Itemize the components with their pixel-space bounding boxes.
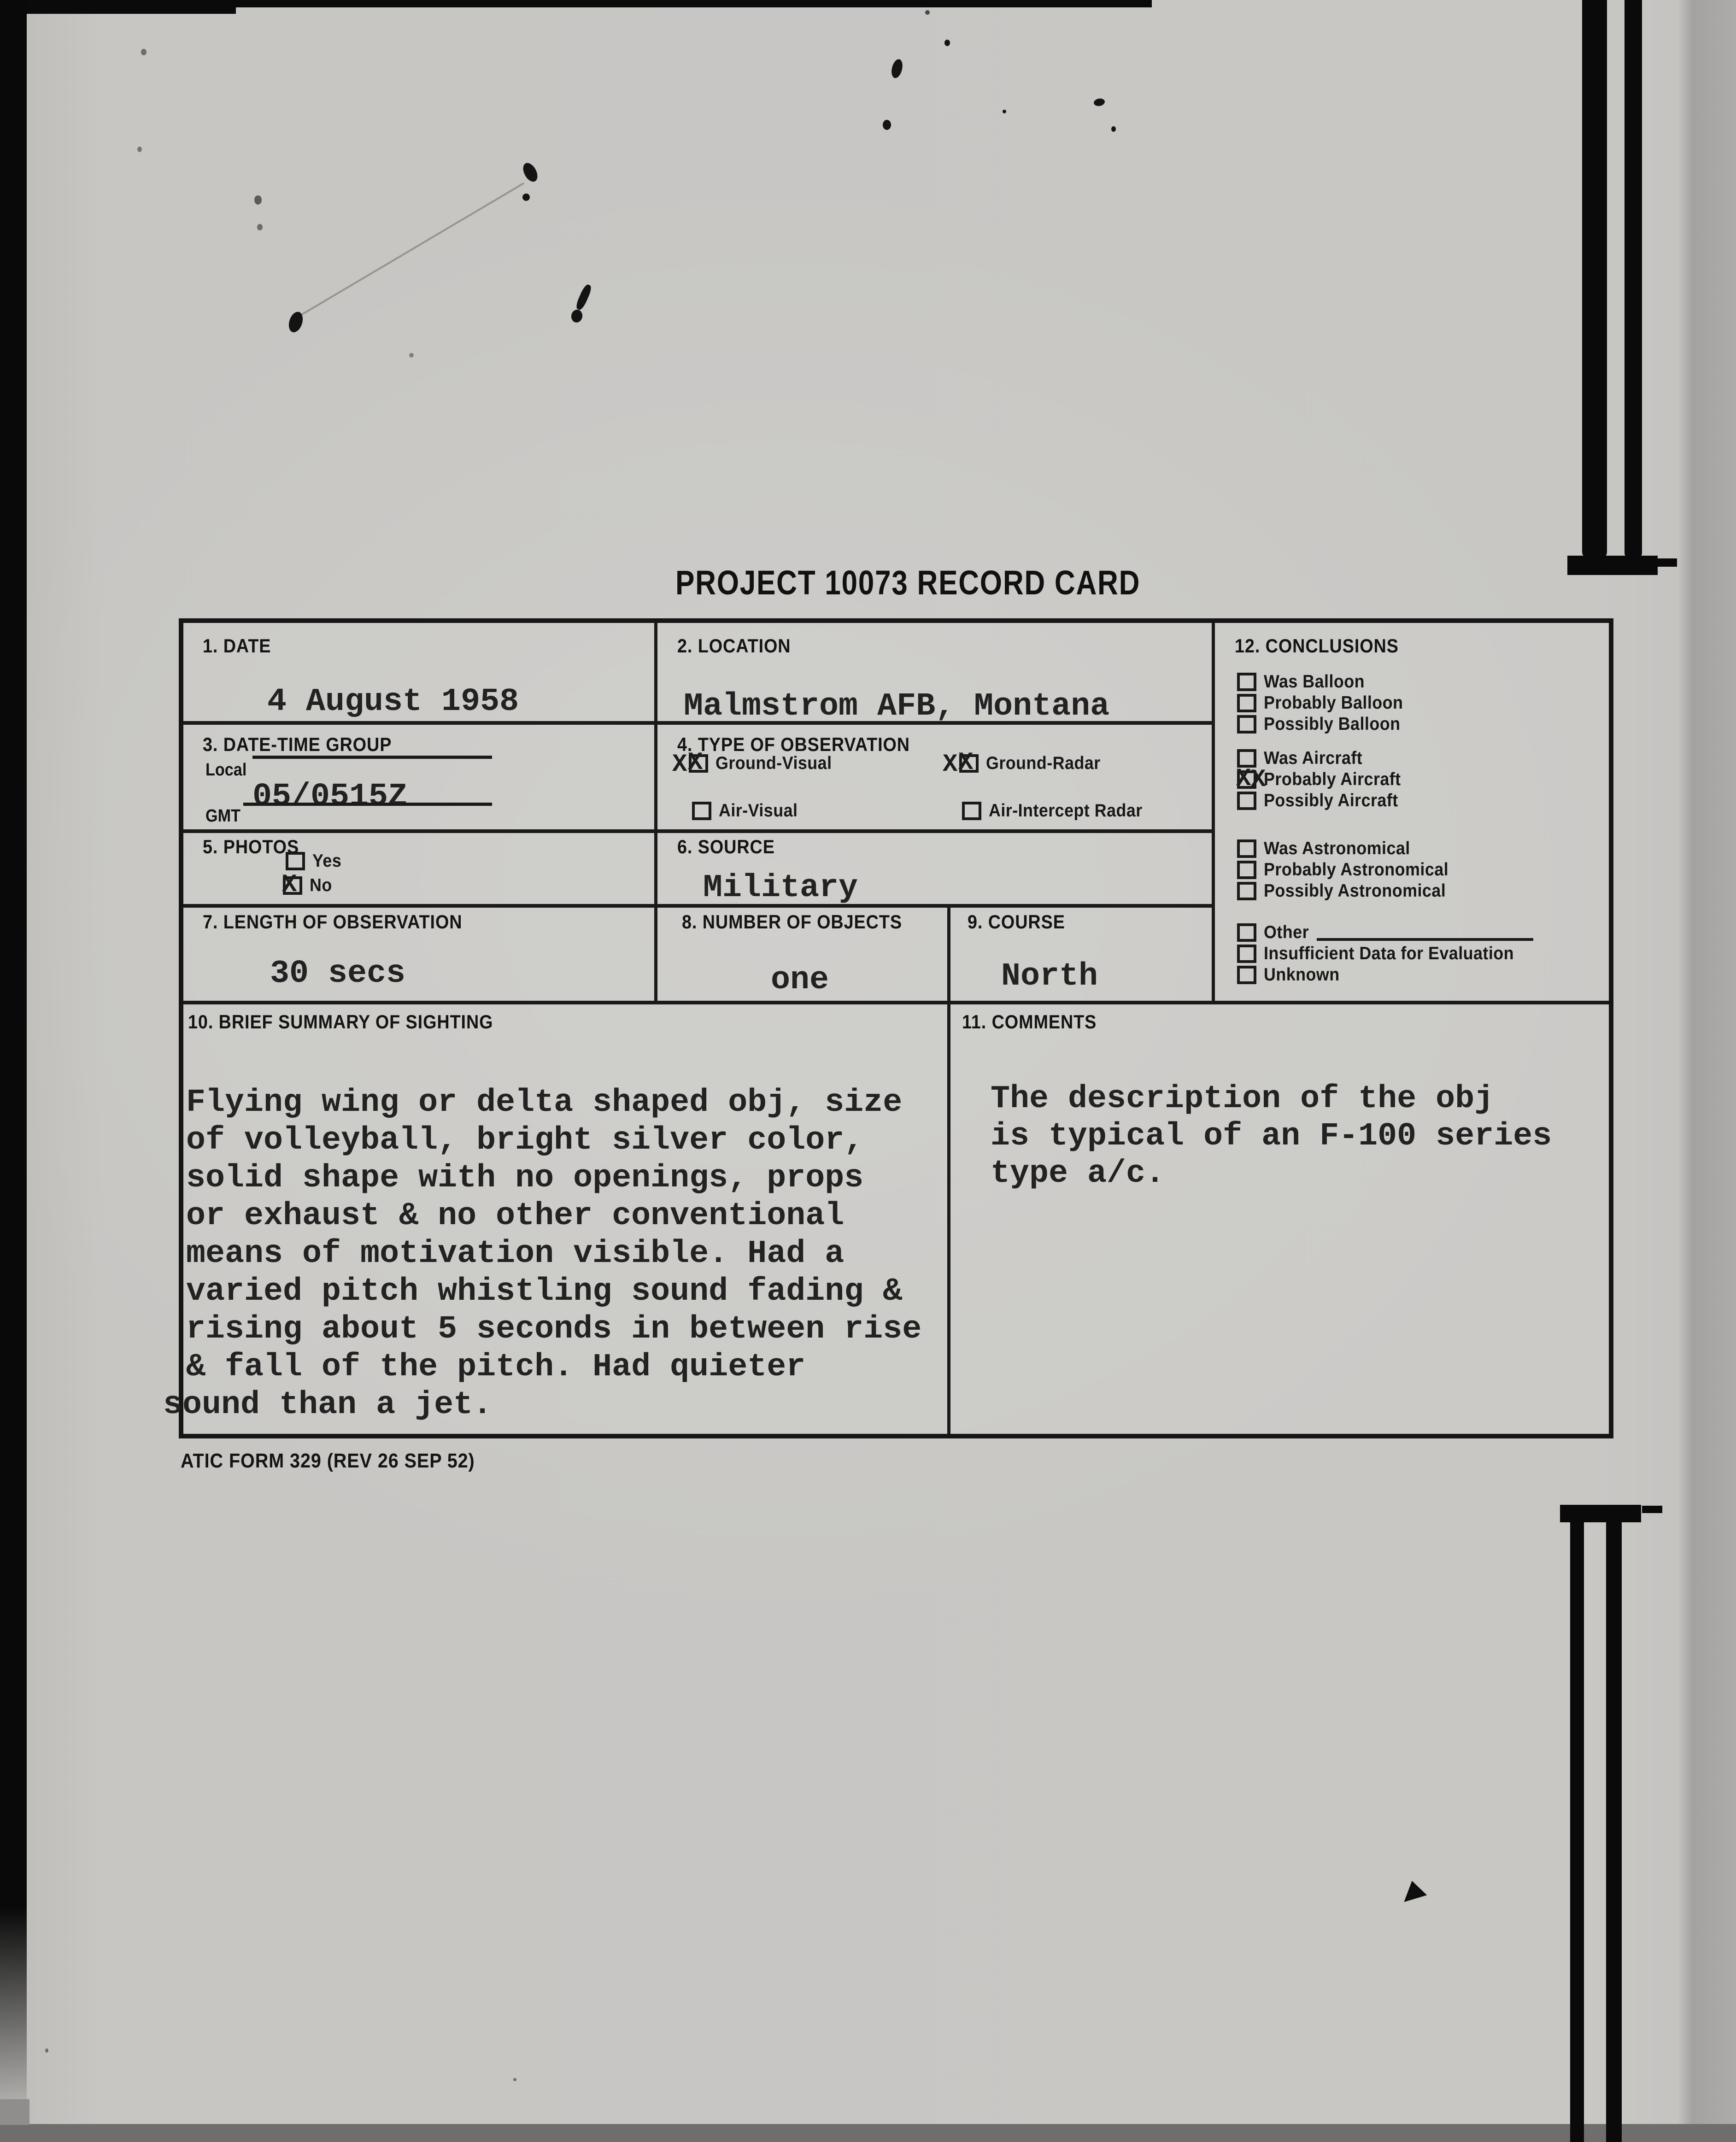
checkbox-icon <box>1237 839 1256 858</box>
divider <box>183 829 1215 833</box>
comments-text <box>991 1081 1552 1193</box>
right-film-band <box>1678 0 1736 2142</box>
field-value-length-of-observation: 30 secs <box>270 956 406 992</box>
field-value-location: Malmstrom AFB, Montana <box>684 688 1110 725</box>
field-label-date-time-group: 3. DATE-TIME GROUP <box>203 734 392 755</box>
checkbox-ground-radar <box>943 749 1110 779</box>
checkbox-label: Air-Visual <box>719 801 798 821</box>
checkbox-label: Ground-Radar <box>986 753 1101 773</box>
checkbox-icon <box>1237 923 1256 942</box>
scratch-mark <box>296 182 524 319</box>
summary-line: Flying wing or delta shaped obj, size <box>186 1085 903 1121</box>
checkbox-photos-yes <box>286 851 344 871</box>
ink-speck <box>520 160 540 184</box>
other-blank-line <box>1317 924 1533 941</box>
checkbox-icon <box>1237 673 1256 691</box>
checkbox-icon <box>1237 861 1256 879</box>
field-value-date: 4 August 1958 <box>267 684 519 720</box>
checkbox-probably-aircraft <box>1236 765 1413 794</box>
checkbox-ground-visual <box>672 749 842 779</box>
checkbox-label: Possibly Aircraft <box>1264 791 1398 810</box>
field-label-local: Local <box>205 760 247 780</box>
checkbox-icon <box>1237 694 1256 712</box>
ink-speck <box>925 10 930 15</box>
ink-speck <box>1003 110 1006 113</box>
checkbox-air-intercept-radar <box>962 801 1156 821</box>
summary-line: or exhaust & no other conventional <box>186 1198 845 1234</box>
summary-line: means of motivation visible. Had a <box>186 1236 845 1272</box>
film-edge-mark-top-left-bar <box>1582 0 1607 558</box>
ink-speck <box>141 49 147 55</box>
field-label-brief-summary: 10. BRIEF SUMMARY OF SIGHTING <box>188 1011 493 1033</box>
checkbox-label: Ground-Visual <box>716 753 832 773</box>
checkbox-label: Was Balloon <box>1264 672 1365 692</box>
ink-blot-dot <box>570 309 583 323</box>
summary-line: & fall of the pitch. Had quieter <box>186 1349 806 1385</box>
local-blank-line <box>252 756 492 759</box>
left-edge-bar <box>0 0 27 2119</box>
checkbox-icon <box>1237 792 1256 810</box>
ink-speck <box>137 147 142 152</box>
checkbox-other <box>1237 922 1533 943</box>
brief-summary-text <box>163 1085 922 1425</box>
ink-speck <box>513 2078 516 2081</box>
divider <box>183 1001 1609 1004</box>
top-edge-bar <box>0 0 236 14</box>
checkbox-icon <box>962 802 981 820</box>
field-value-number-of-objects: one <box>771 962 829 998</box>
record-card <box>163 618 1613 1438</box>
checkbox-icon: X <box>283 876 302 895</box>
checkbox-possibly-balloon <box>1237 714 1412 734</box>
field-label-conclusions: 12. CONCLUSIONS <box>1235 635 1399 657</box>
comments-line: type a/c. <box>991 1156 1165 1192</box>
comments-line: is typical of an F-100 series <box>991 1118 1552 1155</box>
field-value-gmt: 05/0515Z <box>252 779 408 815</box>
checkbox-icon: X X <box>1236 765 1266 794</box>
checkbox-label: Yes <box>312 851 342 871</box>
field-label-length-of-observation: 7. LENGTH OF OBSERVATION <box>203 911 463 933</box>
triangle-speck <box>1399 1879 1427 1902</box>
field-value-course: North <box>1001 958 1098 995</box>
checkbox-label: No <box>310 875 332 895</box>
checkbox-label: Was Aircraft <box>1264 748 1363 768</box>
divider <box>1212 623 1215 1001</box>
page-title: PROJECT 10073 RECORD CARD <box>675 563 1141 602</box>
summary-line: solid shape with no openings, props <box>186 1160 864 1197</box>
checkbox-label: Insufficient Data for Evaluation <box>1264 944 1514 963</box>
checkbox-label: Probably Balloon <box>1264 693 1403 713</box>
film-edge-mark-bottom-right-bar <box>1606 1518 1622 2142</box>
checkbox-was-balloon <box>1237 672 1373 692</box>
field-label-course: 9. COURSE <box>968 911 1065 933</box>
ink-speck <box>883 120 891 130</box>
checkbox-icon <box>1237 945 1256 963</box>
checkbox-label: Unknown <box>1264 965 1340 985</box>
field-label-number-of-objects: 8. NUMBER OF OBJECTS <box>682 911 902 933</box>
checkbox-label: Air-Intercept Radar <box>989 801 1143 821</box>
field-label-gmt: GMT <box>205 806 240 826</box>
checkbox-icon: X X <box>689 754 708 773</box>
checkbox-icon <box>1237 882 1256 900</box>
checkbox-possibly-astronomical <box>1237 881 1462 901</box>
checkbox-label: Probably Aircraft <box>1264 769 1401 789</box>
checkbox-was-astronomical <box>1237 839 1423 859</box>
ink-speck <box>1111 126 1116 132</box>
checkbox-air-visual <box>692 801 804 821</box>
checkbox-label: Other <box>1264 922 1309 942</box>
field-label-photos: 5. PHOTOS <box>203 836 299 857</box>
summary-line: sound than a jet. <box>163 1387 493 1423</box>
film-edge-mark-bottom-cap-tail <box>1642 1506 1662 1513</box>
divider <box>654 623 657 1001</box>
ink-speck <box>522 194 530 201</box>
checkbox-photos-no <box>282 871 334 899</box>
bottom-edge-band <box>0 2124 1736 2142</box>
field-label-date: 1. DATE <box>203 635 271 657</box>
bottom-left-shade <box>0 2099 29 2125</box>
form-number: ATIC FORM 329 (REV 26 SEP 52) <box>181 1450 475 1472</box>
ink-speck <box>944 40 950 46</box>
field-label-comments: 11. COMMENTS <box>962 1011 1097 1033</box>
divider <box>947 904 950 1434</box>
checkbox-icon: X X <box>959 754 979 773</box>
checkbox-probably-astronomical <box>1237 860 1465 880</box>
checkbox-label: Probably Astronomical <box>1264 860 1449 880</box>
gmt-blank-line <box>243 803 492 806</box>
film-edge-mark-top-right-bar <box>1625 0 1642 558</box>
checkbox-probably-balloon <box>1237 693 1415 713</box>
field-label-location: 2. LOCATION <box>677 635 791 657</box>
summary-line: of volleyball, bright silver color, <box>186 1122 864 1159</box>
checkbox-icon <box>1237 715 1256 734</box>
ink-speck <box>254 195 262 205</box>
checkbox-possibly-aircraft <box>1237 791 1410 811</box>
field-label-source: 6. SOURCE <box>677 836 775 857</box>
field-value-source: Military <box>703 870 858 906</box>
checkbox-insufficient-data <box>1237 944 1536 964</box>
checkbox-label: Possibly Balloon <box>1264 714 1401 734</box>
ink-blot-stroke <box>575 283 593 311</box>
checkbox-label: Possibly Astronomical <box>1264 881 1446 901</box>
ink-speck <box>45 2048 48 2053</box>
summary-line: rising about 5 seconds in between rise <box>186 1311 922 1348</box>
checkbox-label: Was Astronomical <box>1264 839 1410 858</box>
film-edge-mark-top-foot-tail <box>1640 558 1677 567</box>
divider <box>183 904 1215 908</box>
film-edge-mark-bottom-left-bar <box>1570 1518 1584 2142</box>
ink-speck <box>409 353 414 358</box>
checkbox-unknown <box>1237 965 1346 985</box>
checkbox-icon <box>286 852 305 870</box>
top-edge-line <box>221 0 1152 7</box>
comments-line: The description of the obj <box>991 1081 1494 1117</box>
summary-line: varied pitch whistling sound fading & <box>186 1273 903 1310</box>
checkbox-icon <box>1237 966 1256 984</box>
ink-speck <box>257 224 263 230</box>
checkbox-icon <box>692 802 711 820</box>
ink-speck <box>1093 98 1105 107</box>
ink-speck <box>890 58 904 79</box>
field-label-type-of-observation: 4. TYPE OF OBSERVATION <box>677 734 910 755</box>
